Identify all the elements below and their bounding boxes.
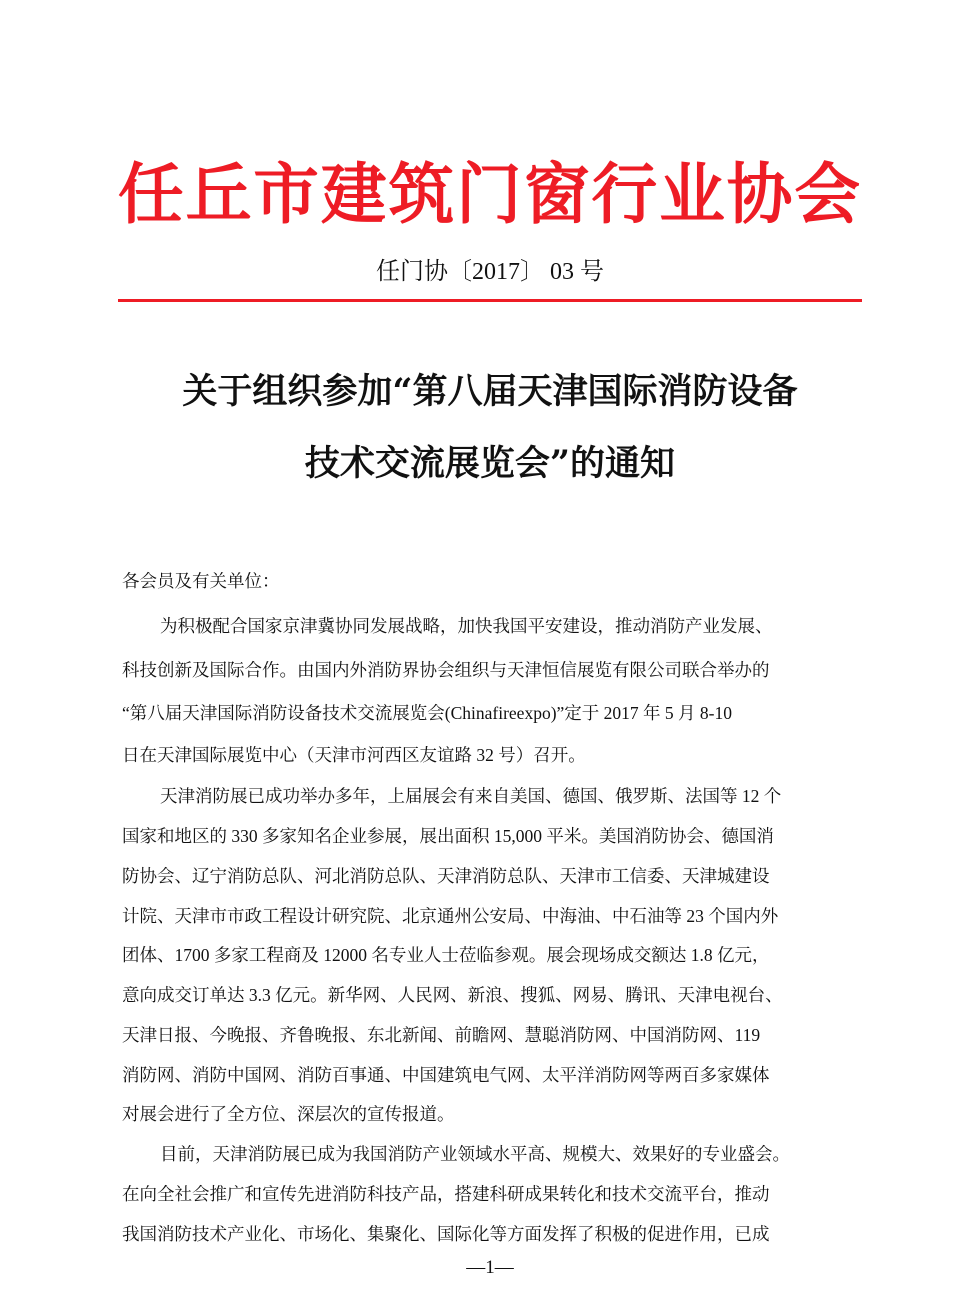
paragraph-2-line: 天津日报、今晚报、齐鲁晚报、东北新闻、前瞻网、慧聪消防网、中国消防网、119 xyxy=(122,1025,761,1045)
paragraph-1-line: 科技创新及国际合作。由国内外消防界协会组织与天津恒信展览有限公司联合举办的 xyxy=(122,660,770,680)
paragraph-2-line: 意向成交订单达 3.3 亿元。新华网、人民网、新浪、搜狐、网易、腾讯、天津电视台、 xyxy=(122,985,783,1005)
paragraph-3-line: 我国消防技术产业化、市场化、集聚化、国际化等方面发挥了积极的促进作用，已成 xyxy=(122,1224,770,1244)
paragraph-2-line: 计院、天津市市政工程设计研究院、北京通州公安局、中海油、中石油等 23 个国内外 xyxy=(122,906,779,926)
paragraph-2-line: 天津消防展已成功举办多年，上届展会有来自美国、德国、俄罗斯、法国等 12 个 xyxy=(160,786,782,806)
paragraph-3-line: 在向全社会推广和宣传先进消防科技产品，搭建科研成果转化和技术交流平台，推动 xyxy=(122,1184,770,1204)
paragraph-2-line: 国家和地区的 330 多家知名企业参展，展出面积 15,000 平米。美国消防协会、德国消 xyxy=(122,826,774,846)
notice-title-line-2: 技术交流展览会”的通知 xyxy=(304,443,676,484)
paragraph-2-line: 团体、1700 多家工程商及 12000 名专业人士莅临参观。展会现场成交额达 1.8 亿元， xyxy=(122,945,770,965)
page-number: —1— xyxy=(466,1257,514,1278)
paragraph-2-line: 消防网、消防中国网、消防百事通、中国建筑电气网、太平洋消防网等两百多家媒体 xyxy=(122,1065,770,1085)
paragraph-1-line: 日在天津国际展览中心（天津市河西区友谊路 32 号）召开。 xyxy=(122,745,586,765)
organization-name-header: 任丘市建筑门窗行业协会 xyxy=(117,155,863,233)
paragraph-1-line: 为积极配合国家京津冀协同发展战略，加快我国平安建设，推动消防产业发展、 xyxy=(160,616,773,636)
salutation: 各会员及有关单位： xyxy=(122,571,280,591)
paragraph-2-line: 对展会进行了全方位、深层次的宣传报道。 xyxy=(122,1104,455,1124)
paragraph-2-line: 防协会、辽宁消防总队、河北消防总队、天津消防总队、天津市工信委、天津城建设 xyxy=(122,866,770,886)
notice-title-line-1: 关于组织参加“第八届天津国际消防设备 xyxy=(182,371,798,412)
document-number: 任门协〔2017〕 03 号 xyxy=(376,259,604,285)
paragraph-1-line: “第八届天津国际消防设备技术交流展览会(Chinafireexpo)”定于 2017 年 5 月 8-10 xyxy=(122,703,732,723)
paragraph-3-line: 目前，天津消防展已成为我国消防产业领域水平高、规模大、效果好的专业盛会。 xyxy=(160,1144,790,1164)
red-divider-line xyxy=(118,299,862,302)
